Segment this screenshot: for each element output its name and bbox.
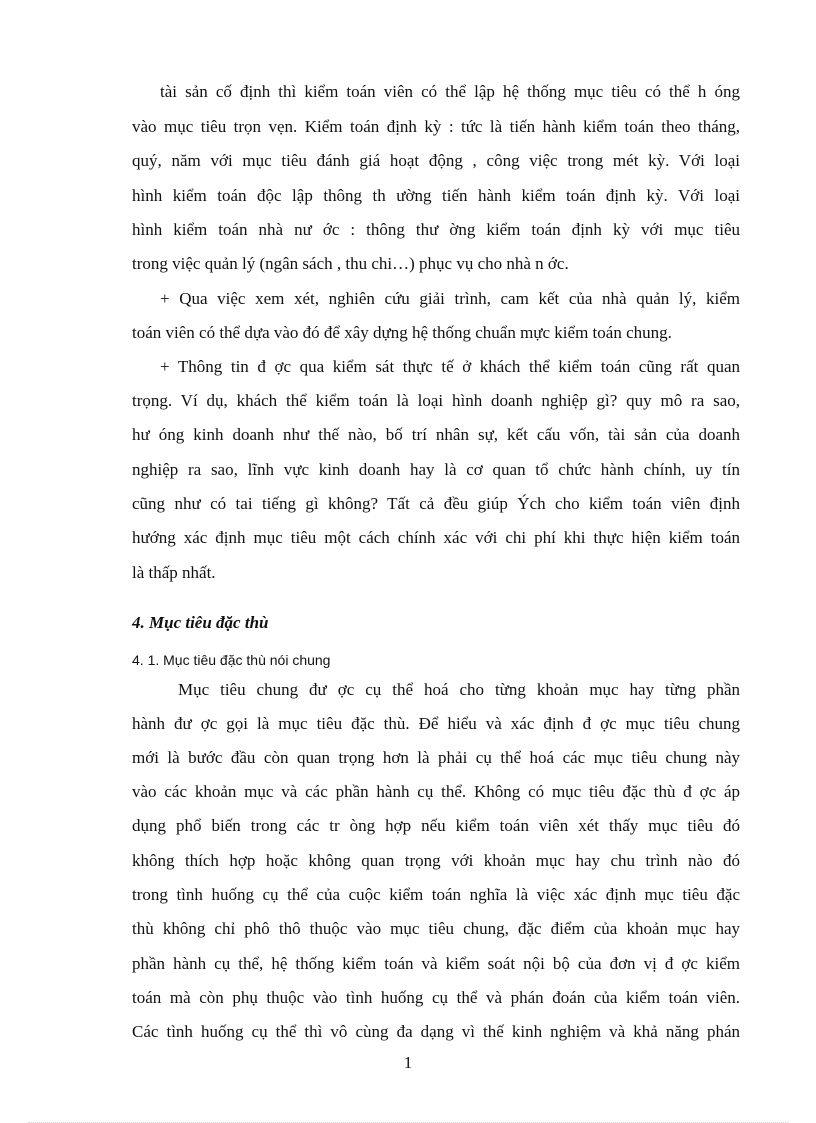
text-line: quý, năm với mục tiêu đánh giá hoạt động , công việc trong mét kỳ. Với loại	[132, 151, 740, 170]
text-line: không thích hợp hoặc không quan trọng với khoản mục hay chu trình nào đó	[132, 851, 740, 870]
text-line: toán viên có thể dựa vào đó để xây dựng hệ thống chuẩn mực kiểm toán chung.	[132, 323, 672, 342]
text-line: trong tình huống cụ thể của cuộc kiểm toán nghĩa là việc xác định mục tiêu đặc	[132, 885, 740, 904]
text-line: cũng như có tai tiếng gì không? Tất cả đều giúp Ých cho kiểm toán viên định	[132, 494, 740, 513]
text-line: Mục tiêu chung đư ợc cụ thể hoá cho từng khoản mục hay từng phần	[178, 680, 740, 699]
text-line: hình kiểm toán độc lập thông th ường tiến hành kiểm toán định kỳ. Với loại	[132, 186, 740, 205]
text-line: mới là bước đầu còn quan trọng hơn là phải cụ thể hoá các mục tiêu chung này	[132, 748, 740, 767]
section-heading: 4. Mục tiêu đặc thù	[132, 613, 269, 632]
text-line: hành đư ợc gọi là mục tiêu đặc thù. Để hiểu và xác định đ ợc mục tiêu chung	[132, 714, 740, 733]
text-line: thù không chỉ phô thô thuộc vào mục tiêu chung, đặc điểm của khoản mục hay	[132, 919, 740, 938]
text-line: trong việc quản lý (ngân sách , thu chi…) phục vụ cho nhà n ớc.	[132, 254, 569, 273]
text-line: vào mục tiêu trọn vẹn. Kiểm toán định kỳ : tức là tiến hành kiểm toán theo tháng,	[132, 117, 740, 136]
text-line: tài sản cố định thì kiểm toán viên có thể lập hệ thống mục tiêu có thể h óng	[160, 82, 740, 101]
text-line: toán mà còn phụ thuộc vào tình huống cụ thể và phán đoán của kiểm toán viên.	[132, 988, 740, 1007]
text-line: nghiệp ra sao, lĩnh vực kinh doanh hay là cơ quan tổ chức hành chính, uy tín	[132, 460, 740, 479]
text-line: trọng. Ví dụ, khách thể kiểm toán là loại hình doanh nghiệp gì? quy mô ra sao,	[132, 391, 740, 410]
page-number: 1	[403, 1053, 413, 1072]
text-line: + Thông tin đ ợc qua kiểm sát thực tế ở khách thể kiểm toán cũng rất quan	[160, 357, 740, 376]
text-line: hình kiểm toán nhà nư ớc : thông thư ờng kiểm toán định kỳ với mục tiêu	[132, 220, 740, 239]
text-line: phần hành cụ thể, hệ thống kiểm toán và kiểm soát nội bộ của đơn vị đ ợc kiểm	[132, 954, 740, 973]
subsection-heading: 4. 1. Mục tiêu đặc thù nói chung	[132, 652, 331, 668]
text-line: Các tình huống cụ thể thì vô cùng đa dạng vì thế kinh nghiệm và khả năng phán	[132, 1022, 740, 1041]
text-line: là thấp nhất.	[132, 563, 216, 582]
text-line: vào các khoản mục và các phần hành cụ thể. Không có mục tiêu đặc thù đ ợc áp	[132, 782, 740, 801]
text-line: + Qua việc xem xét, nghiên cứu giải trình, cam kết của nhà quản lý, kiểm	[160, 289, 740, 308]
text-line: dụng phổ biến trong các tr òng hợp nếu kiểm toán viên xét thấy mục tiêu đó	[132, 816, 740, 835]
text-line: hướng xác định mục tiêu một cách chính xác với chi phí khi thực hiện kiểm toán	[132, 528, 740, 547]
text-line: hư óng kinh doanh như thế nào, bố trí nhân sự, kết cấu vốn, tài sản của doanh	[132, 425, 740, 444]
